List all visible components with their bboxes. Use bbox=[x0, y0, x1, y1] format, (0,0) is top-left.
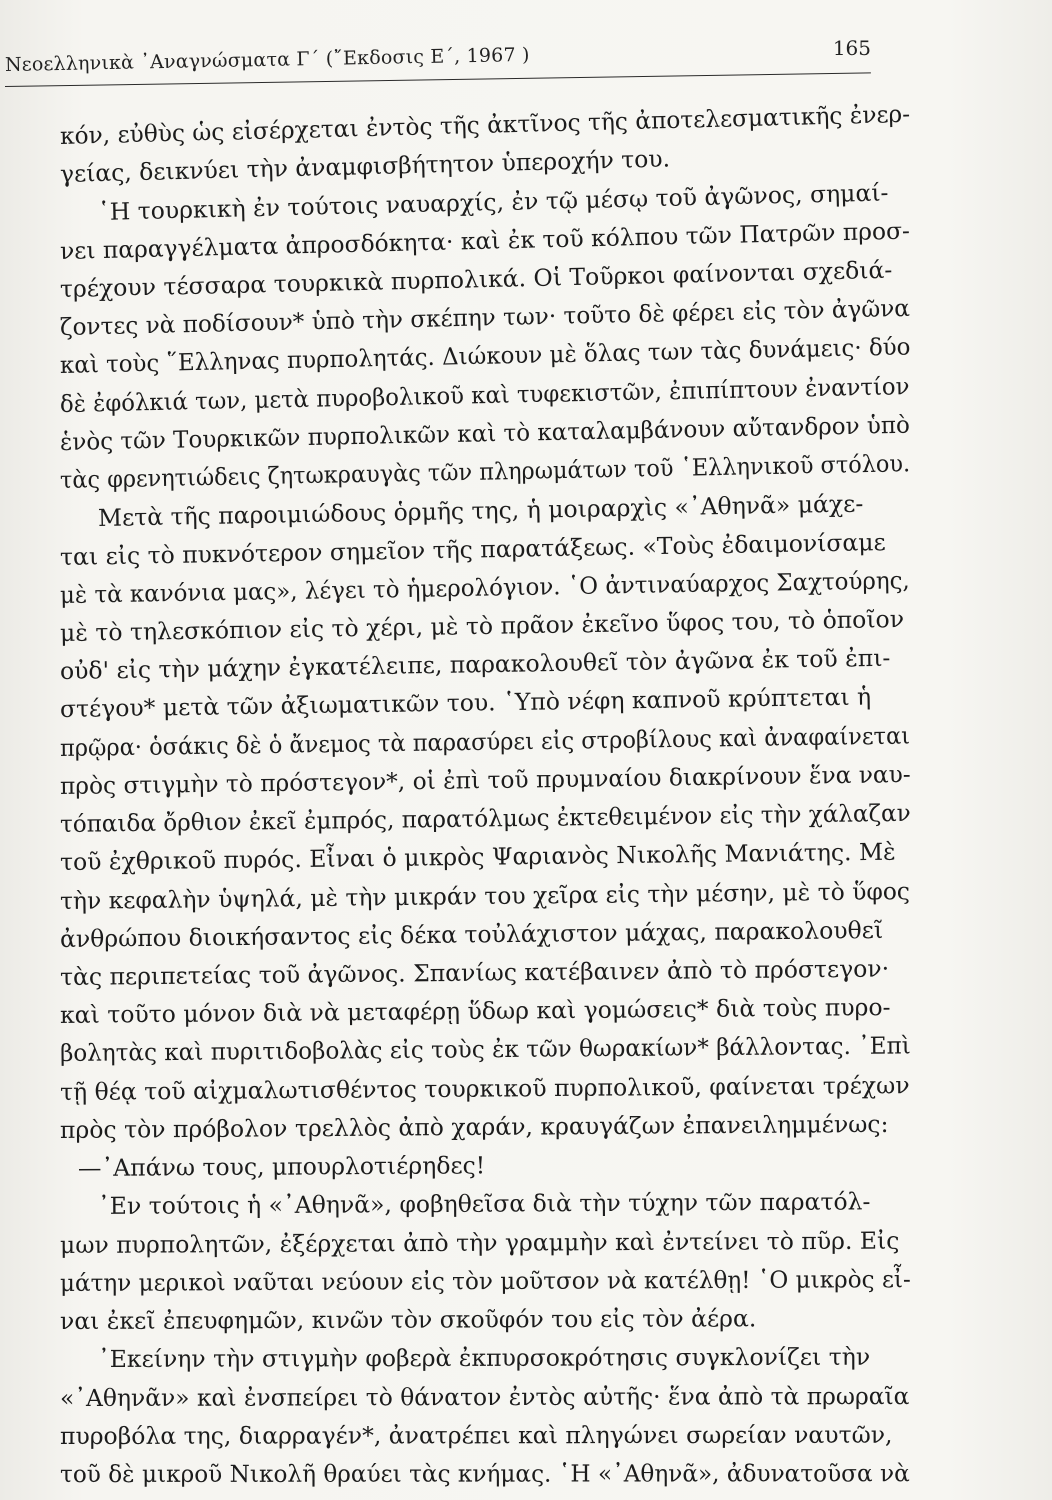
text-line: πρὸς τὸν πρόβολον τρελλὸς ἀπὸ χαράν, κραυγάζων ἐπανειλημμένως: bbox=[59, 1109, 889, 1144]
text-line: τοῦ δὲ μικροῦ Νικολῆ θραύει τὰς κνήμας. ῾Η «᾿Αθηνᾶ», ἀδυνατοῦσα νὰ bbox=[59, 1459, 910, 1488]
text-line: τῇ θέᾳ τοῦ αἰχμαλωτισθέντος τουρκικοῦ πυρπολικοῦ, φαίνεται τρέχων bbox=[59, 1071, 910, 1106]
text-line: κόν, εὐθὺς ὡς εἰσέρχεται ἐντὸς τῆς ἀκτῖνος τῆς ἀποτελεσματικῆς ἐνερ- bbox=[59, 99, 911, 150]
text-line: —᾿Απάνω τους, μπουρλοτιέρηδες! bbox=[77, 1151, 486, 1182]
text-line: βολητὰς καὶ πυριτιδοβολὰς εἰς τοὺς ἐκ τῶν θωρακίων* βάλλοντας. ᾿Επὶ bbox=[59, 1031, 911, 1067]
text-line: στέγου* μετὰ τῶν ἀξιωματικῶν του. ῾Υπὸ νέφη καπνοῦ κρύπτεται ἡ bbox=[59, 682, 872, 723]
text-line: τὰς περιπετείας τοῦ ἀγῶνος. Σπανίως κατέβαινεν ἀπὸ τὸ πρόστεγον· bbox=[59, 954, 890, 991]
text-line: οὐδ' εἰς τὴν μάχην ἐγκατέλειπε, παρακολουθεῖ τὸν ἀγῶνα ἐκ τοῦ ἐπι- bbox=[59, 643, 891, 685]
text-line: πυροβόλα της, διαρραγέν*, ἀνατρέπει καὶ πληγώνει σωρείαν ναυτῶν, bbox=[59, 1420, 893, 1450]
text-line: ᾿Εκείνην τὴν στιγμὴν φοβερὰ ἐκπυρσοκρότησις συγκλονίζει τὴν bbox=[97, 1342, 871, 1373]
text-line: μὲ τὰ κανόνια μας», λέγει τὸ ἡμερολόγιον. ῾Ο ἀντιναύαρχος Σαχτούρης, bbox=[59, 566, 910, 609]
text-line: δὲ ἐφόλκιά των, μετὰ πυροβολικοῦ καὶ τυφεκιστῶν, ἐπιπίπτουν ἐναντίον bbox=[59, 372, 910, 418]
text-line: καὶ τοῦτο μόνον διὰ νὰ μεταφέρῃ ὕδωρ καὶ γομώσεις* διὰ τοὺς πυρο- bbox=[59, 993, 891, 1029]
text-line: πρὸς στιγμὴν τὸ πρόστεγον*, οἱ ἐπὶ τοῦ πρυμναίου διακρίνουν ἕνα ναυ- bbox=[59, 760, 911, 800]
text-line: ζοντες νὰ ποδίσουν* ὑπὸ τὴν σκέπην των· τοῦτο δὲ φέρει εἰς τὸν ἀγῶνα bbox=[59, 293, 911, 341]
text-line: καὶ τοὺς ῞Ελληνας πυρπολητάς. Διώκουν μὲ ὅλας των τὰς δυνάμεις· δύο bbox=[59, 332, 911, 379]
text-line: μων πυρπολητῶν, ἐξέρχεται ἀπὸ τὴν γραμμὴν καὶ ἐντείνει τὸ πῦρ. Εἰς bbox=[59, 1226, 900, 1259]
text-line: ῾Η τουρκικὴ ἐν τούτοις ναυαρχίς, ἐν τῷ μέσῳ τοῦ ἀγῶνος, σημαί- bbox=[97, 178, 889, 226]
text-line: γείας, δεικνύει τὴν ἀναμφισβήτητον ὑπεροχήν του. bbox=[59, 144, 671, 188]
text-line: Μετὰ τῆς παροιμιώδους ὁρμῆς της, ἡ μοιραρχὶς «᾿Αθηνᾶ» μάχε- bbox=[97, 489, 864, 532]
text-line: μάτην μερικοὶ ναῦται νεύουν εἰς τὸν μοῦτσον νὰ κατέλθῃ! ῾Ο μικρὸς εἶ- bbox=[59, 1265, 911, 1297]
text-line: ᾿Εν τούτοις ἡ «᾿Αθηνᾶ», φοβηθεῖσα διὰ τὴν τύχην τῶν παρατόλ- bbox=[97, 1187, 871, 1220]
text-line: τὰς φρενητιώδεις ζητωκραυγὰς τῶν πληρωμάτων τοῦ ῾Ελληνικοῦ στόλου. bbox=[59, 449, 911, 494]
text-line: ναι ἐκεῖ ἐπευφημῶν, κινῶν τὸν σκοῦφόν του εἰς τὸν ἀέρα. bbox=[59, 1304, 757, 1335]
text-line: ται εἰς τὸ πυκνότερον σημεῖον τῆς παρατάξεως. «Τοὺς ἐδαιμονίσαμε bbox=[59, 528, 886, 571]
page-number: 165 bbox=[832, 36, 871, 60]
running-head: Νεοελληνικὰ ᾿Αναγνώσματα Γ΄ (῎Εκδοσις Ε΄, 1967 ) bbox=[4, 43, 530, 76]
text-line: τοῦ ἐχθρικοῦ πυρός. Εἶναι ὁ μικρὸς Ψαριανὸς Νικολῆς Μανιάτης. Μὲ bbox=[59, 837, 896, 876]
text-line: πρῷρα· ὁσάκις δὲ ὁ ἄνεμος τὰ παρασύρει εἰς στροβίλους καὶ ἀναφαίνεται bbox=[59, 721, 911, 762]
text-line: «᾿Αθηνᾶν» καὶ ἐνσπείρει τὸ θάνατον ἐντὸς αὐτῆς· ἕνα ἀπὸ τὰ πρωραῖα bbox=[59, 1382, 910, 1412]
text-line: ἑνὸς τῶν Τουρκικῶν πυρπολικῶν καὶ τὸ καταλαμβάνουν αὔτανδρον ὑπὸ bbox=[59, 410, 911, 456]
text-line: τόπαιδα ὄρθιον ἐκεῖ ἐμπρός, παρατόλμως ἐκτεθειμένον εἰς τὴν χάλαζαν bbox=[59, 798, 911, 838]
text-line: τὴν κεφαλὴν ὑψηλά, μὲ τὴν μικράν του χεῖρα εἰς τὴν μέσην, μὲ τὸ ὕφος bbox=[59, 877, 911, 915]
text-line: νει παραγγέλματα ἀπροσδόκητα· καὶ ἐκ τοῦ κόλπου τῶν Πατρῶν προσ- bbox=[59, 216, 911, 265]
text-line: τρέχουν τέσσαρα τουρκικὰ πυρπολικά. Οἱ Τοῦρκοι φαίνονται σχεδιά- bbox=[59, 255, 893, 303]
text-line: μὲ τὸ τηλεσκόπιον εἰς τὸ χέρι, μὲ τὸ πρᾶον ἐκεῖνο ὕφος του, τὸ ὁποῖον bbox=[59, 604, 905, 647]
text-line: ἀνθρώπου διοικήσαντος εἰς δέκα τοὐλάχιστον μάχας, παρακολουθεῖ bbox=[59, 915, 884, 953]
